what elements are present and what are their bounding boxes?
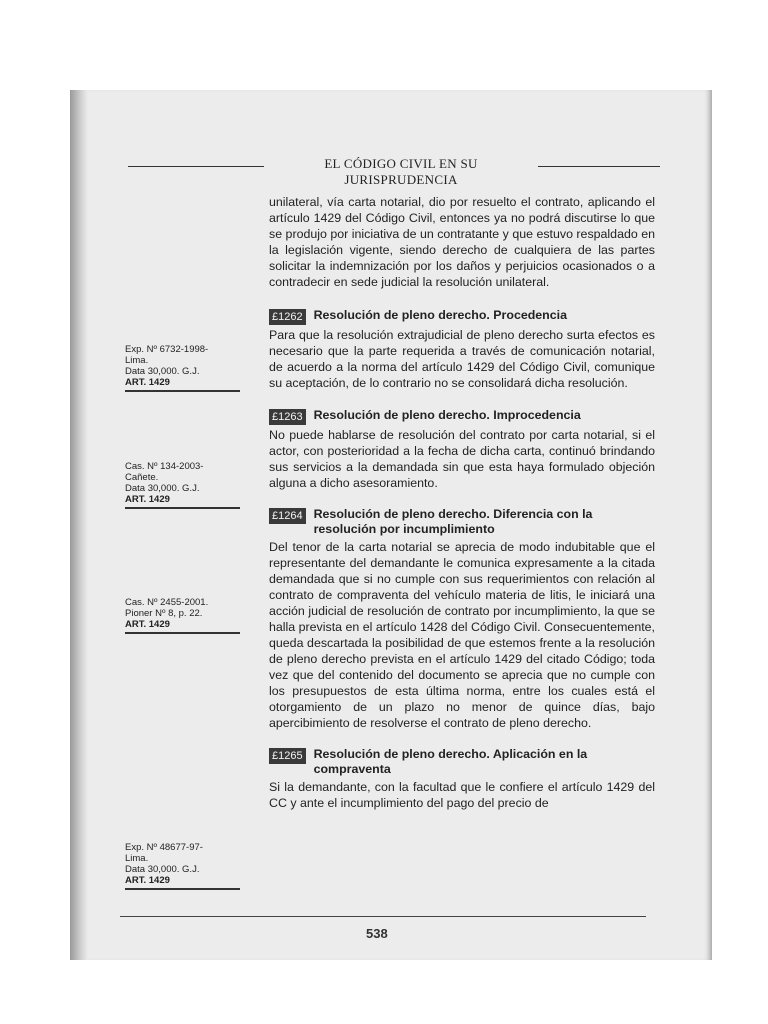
side-note-line: Lima. xyxy=(125,355,149,366)
side-note-rule xyxy=(125,507,240,509)
page-number: 538 xyxy=(366,926,388,941)
entry-1262 xyxy=(269,308,655,391)
entry-heading xyxy=(269,747,655,777)
entry-body: Para que la resolución extrajudicial de pleno derecho surta efectos es necesario que la parte requerida a través de comunicación notarial, de acuerdo a la norma del artículo 1429 del Código Civil, comunique su aceptación, de lo contrario no se consolidará dicha resolución. xyxy=(269,328,655,390)
side-note-line: Exp. Nº 6732-1998- xyxy=(125,344,209,355)
side-note-reference xyxy=(125,597,240,634)
side-note-line: Cas. Nº 2455-2001. xyxy=(125,597,209,608)
side-note-article: ART. 1429 xyxy=(125,875,170,886)
entry-1264 xyxy=(269,507,655,731)
entry-body: Del tenor de la carta notarial se aprecia de modo indubitable que el representante del demandante le comunica expresamente a la citada demandada que si no cumple con sus requerimientos con relación al contrato de compraventa del vehículo materia de litis, le iniciará una acción judicial de resolución de contrato por incumplimiento, la que se halla prevista en el artículo 1428 del Código Civil. Consecuentemente, queda descartada la posibilidad de que estemos frente a la resolución de pleno derecho prevista en el artículo 1429 del citado Código; toda vez que del contenido del documento se aprecia que no cumple con los presupuestos de esta última norma, entre los cuales está el otorgamiento de un plazo no menor de quince días, bajo apercibimiento de resolverse el contrato de pleno derecho. xyxy=(269,540,655,730)
entry-1263 xyxy=(269,408,655,491)
header-rule-left xyxy=(128,166,264,167)
side-note-reference xyxy=(125,842,240,890)
side-note-line: Pioner Nº 8, p. 22. xyxy=(125,608,203,619)
entry-1265 xyxy=(269,747,655,811)
entry-heading xyxy=(269,507,655,537)
side-note-article: ART. 1429 xyxy=(125,494,170,505)
entry-title: Resolución de pleno derecho. Aplicación en la compraventa xyxy=(313,747,588,776)
entry-number-badge: £1263 xyxy=(269,409,306,425)
entry-title: Resolución de pleno derecho. Procedencia xyxy=(313,308,567,322)
side-note-line: Lima. xyxy=(125,853,149,864)
intro-paragraph: unilateral, vía carta notarial, dio por resuelto el contrato, aplicando el artículo 1429 del Código Civil, entonces ya no podrá discutirse lo que se produjo por iniciativa de un contratante y que estuvo respaldado en la legislación vigente, siendo derecho de cualquiera de las partes solicitar la indemnización por los daños y perjuicios ocasionados o a contradecir en sede judicial la resolución unilateral. xyxy=(269,195,655,289)
side-note-line: Cañete. xyxy=(125,472,159,483)
side-note-reference xyxy=(125,461,240,509)
footer-rule xyxy=(120,916,646,917)
entry-heading xyxy=(269,408,655,425)
running-header xyxy=(128,156,648,187)
main-text-column xyxy=(269,194,655,811)
entry-body: No puede hablarse de resolución del contrato por carta notarial, si el actor, con posterioridad a la fecha de dicha carta, continuó brindando sus servicios a la demandada sin que esta haya formulado objeción alguna a dicho asesoramiento. xyxy=(269,428,655,490)
entry-body: Si la demandante, con la facultad que le confiere el artículo 1429 del CC y ante el incumplimiento del pago del precio de xyxy=(269,780,655,810)
entry-number-badge: £1264 xyxy=(269,508,306,524)
side-note-line: Exp. Nº 48677-97- xyxy=(125,842,203,853)
side-note-reference xyxy=(125,344,240,392)
side-note-rule xyxy=(125,390,240,392)
entry-number-badge: £1262 xyxy=(269,309,306,325)
header-rule-right xyxy=(538,166,660,167)
side-note-rule xyxy=(125,888,240,890)
scanned-page xyxy=(70,90,712,960)
side-note-line: Data 30,000. G.J. xyxy=(125,366,200,377)
entry-number-badge: £1265 xyxy=(269,748,306,764)
entry-title: Resolución de pleno derecho. Diferencia con la resolución por incumplimiento xyxy=(313,507,593,536)
page-binding-shadow xyxy=(70,90,88,960)
side-note-line: Cas. Nº 134-2003- xyxy=(125,461,204,472)
side-note-line: Data 30,000. G.J. xyxy=(125,864,200,875)
side-note-article: ART. 1429 xyxy=(125,619,170,630)
side-note-line: Data 30,000. G.J. xyxy=(125,483,200,494)
side-note-rule xyxy=(125,632,240,634)
entry-heading xyxy=(269,308,655,325)
header-title: EL CÓDIGO CIVIL EN SU JURISPRUDENCIA xyxy=(324,156,478,187)
entry-title: Resolución de pleno derecho. Improcedencia xyxy=(313,408,581,422)
side-note-article: ART. 1429 xyxy=(125,377,170,388)
